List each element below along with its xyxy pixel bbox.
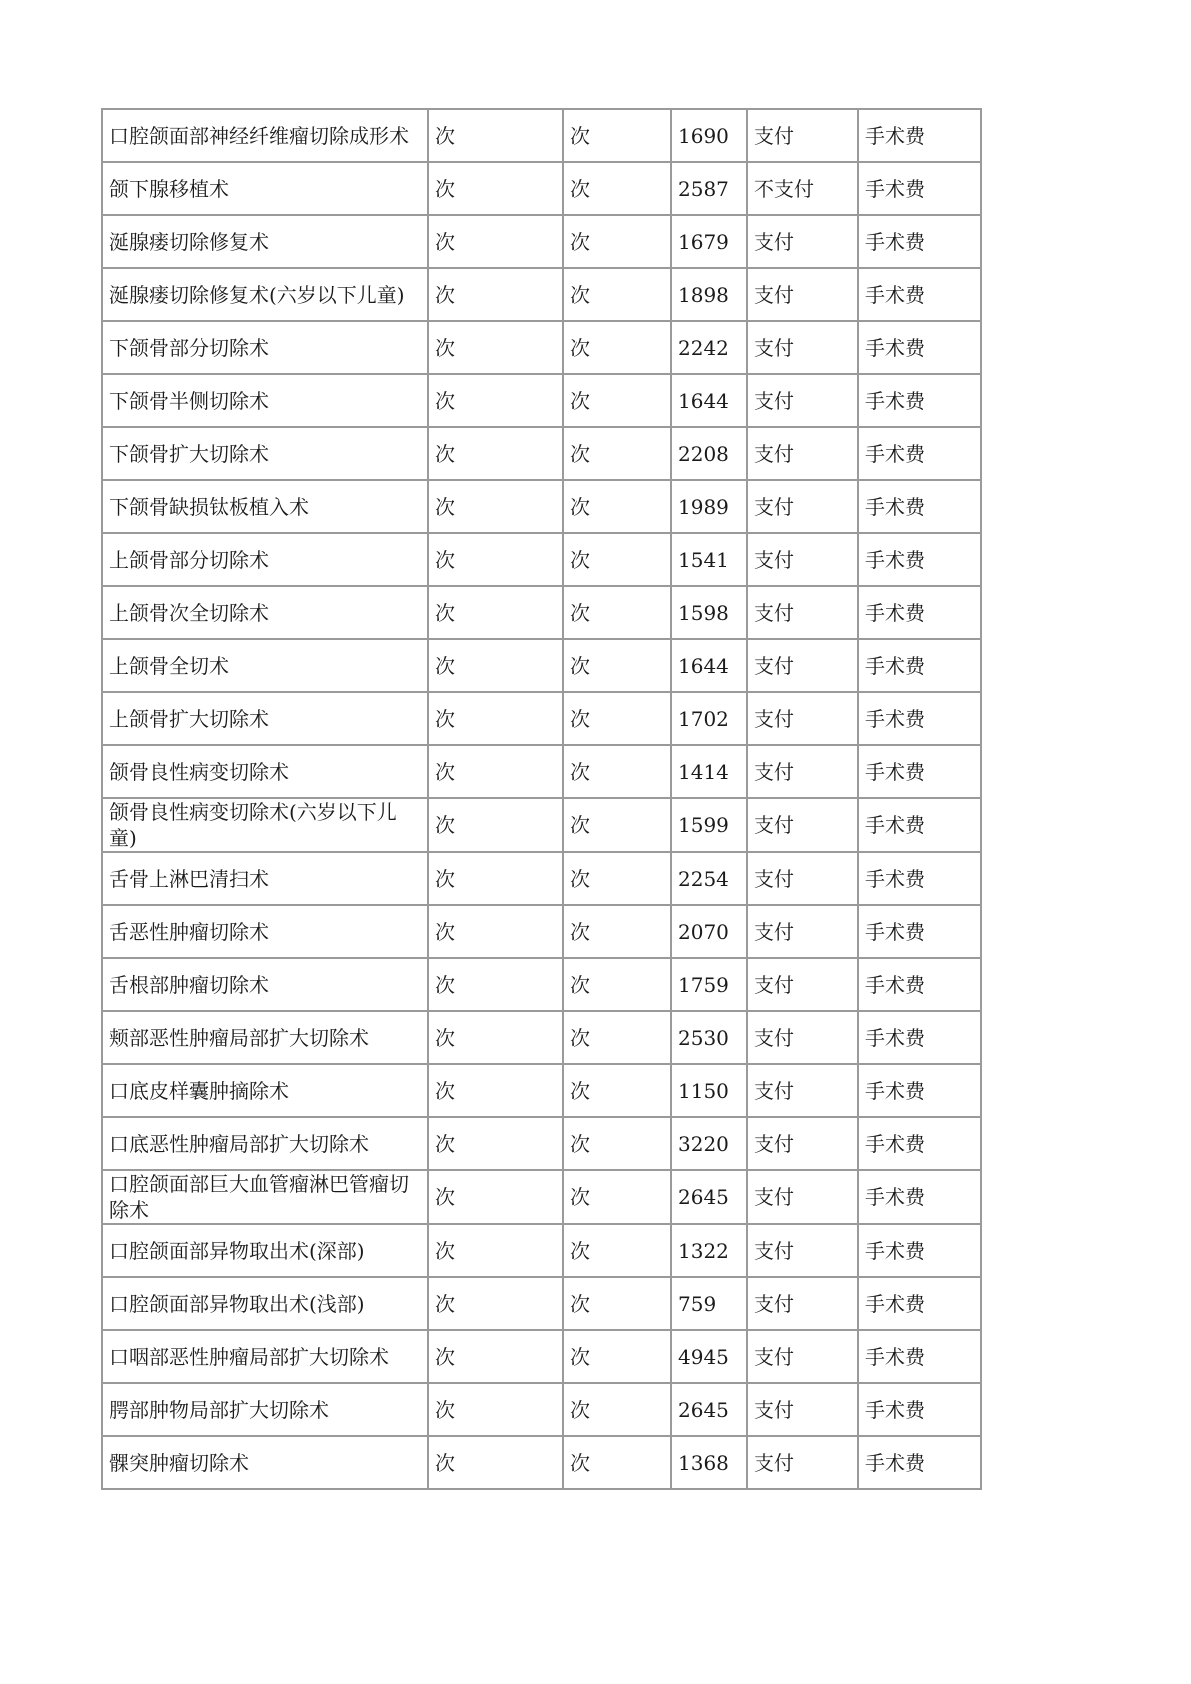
price-cell: 759	[671, 1277, 747, 1330]
price-cell: 1599	[671, 798, 747, 852]
price-cell: 1989	[671, 480, 747, 533]
procedure-name-cell: 腭部肿物局部扩大切除术	[102, 1383, 428, 1436]
unit-cell: 次	[428, 905, 563, 958]
procedure-name-cell: 颌骨良性病变切除术(六岁以下儿童)	[102, 798, 428, 852]
billing-unit-cell: 次	[563, 1117, 671, 1170]
unit-cell: 次	[428, 321, 563, 374]
fee-category-cell: 手术费	[858, 639, 981, 692]
unit-cell: 次	[428, 162, 563, 215]
billing-unit-cell: 次	[563, 268, 671, 321]
billing-unit-cell: 次	[563, 533, 671, 586]
fee-category-cell: 手术费	[858, 427, 981, 480]
procedure-name-cell: 颌骨良性病变切除术	[102, 745, 428, 798]
payment-status-cell: 支付	[747, 1330, 858, 1383]
fee-category-cell: 手术费	[858, 1277, 981, 1330]
unit-cell: 次	[428, 215, 563, 268]
fee-category-cell: 手术费	[858, 905, 981, 958]
table-row	[102, 852, 981, 905]
billing-unit-cell: 次	[563, 586, 671, 639]
billing-unit-cell: 次	[563, 480, 671, 533]
procedure-name-cell: 口腔颌面部异物取出术(深部)	[102, 1224, 428, 1277]
billing-unit-cell: 次	[563, 374, 671, 427]
procedure-name-cell: 涎腺瘘切除修复术(六岁以下儿童)	[102, 268, 428, 321]
price-cell: 2530	[671, 1011, 747, 1064]
price-cell: 1644	[671, 639, 747, 692]
fee-category-cell: 手术费	[858, 374, 981, 427]
unit-cell: 次	[428, 639, 563, 692]
table-row	[102, 1436, 981, 1489]
unit-cell: 次	[428, 798, 563, 852]
fee-category-cell: 手术费	[858, 1330, 981, 1383]
fee-category-cell: 手术费	[858, 162, 981, 215]
fee-category-cell: 手术费	[858, 109, 981, 162]
payment-status-cell: 支付	[747, 958, 858, 1011]
price-cell: 2242	[671, 321, 747, 374]
table-row	[102, 1224, 981, 1277]
payment-status-cell: 支付	[747, 268, 858, 321]
procedure-name-cell: 髁突肿瘤切除术	[102, 1436, 428, 1489]
fee-category-cell: 手术费	[858, 1224, 981, 1277]
table-row	[102, 268, 981, 321]
fee-category-cell: 手术费	[858, 798, 981, 852]
table-row	[102, 480, 981, 533]
price-cell: 1644	[671, 374, 747, 427]
billing-unit-cell: 次	[563, 162, 671, 215]
table-row	[102, 109, 981, 162]
table-row	[102, 586, 981, 639]
unit-cell: 次	[428, 1436, 563, 1489]
billing-unit-cell: 次	[563, 321, 671, 374]
fee-category-cell: 手术费	[858, 1170, 981, 1224]
price-cell: 1690	[671, 109, 747, 162]
billing-unit-cell: 次	[563, 639, 671, 692]
payment-status-cell: 支付	[747, 905, 858, 958]
payment-status-cell: 支付	[747, 586, 858, 639]
payment-status-cell: 支付	[747, 692, 858, 745]
payment-status-cell: 支付	[747, 639, 858, 692]
fee-category-cell: 手术费	[858, 321, 981, 374]
payment-status-cell: 支付	[747, 1277, 858, 1330]
fee-category-cell: 手术费	[858, 958, 981, 1011]
table-row	[102, 905, 981, 958]
billing-unit-cell: 次	[563, 215, 671, 268]
unit-cell: 次	[428, 374, 563, 427]
table-row	[102, 162, 981, 215]
fee-category-cell: 手术费	[858, 480, 981, 533]
payment-status-cell: 支付	[747, 1064, 858, 1117]
procedure-name-cell: 口腔颌面部巨大血管瘤淋巴管瘤切除术	[102, 1170, 428, 1224]
payment-status-cell: 支付	[747, 1436, 858, 1489]
payment-status-cell: 支付	[747, 215, 858, 268]
unit-cell: 次	[428, 1224, 563, 1277]
billing-unit-cell: 次	[563, 852, 671, 905]
table-row	[102, 1170, 981, 1224]
procedure-name-cell: 舌根部肿瘤切除术	[102, 958, 428, 1011]
payment-status-cell: 支付	[747, 533, 858, 586]
unit-cell: 次	[428, 745, 563, 798]
fee-category-cell: 手术费	[858, 1436, 981, 1489]
procedure-name-cell: 颊部恶性肿瘤局部扩大切除术	[102, 1011, 428, 1064]
unit-cell: 次	[428, 1383, 563, 1436]
table-row	[102, 1064, 981, 1117]
table-row	[102, 321, 981, 374]
fee-category-cell: 手术费	[858, 1011, 981, 1064]
price-cell: 1322	[671, 1224, 747, 1277]
payment-status-cell: 支付	[747, 374, 858, 427]
unit-cell: 次	[428, 1330, 563, 1383]
billing-unit-cell: 次	[563, 1436, 671, 1489]
payment-status-cell: 支付	[747, 798, 858, 852]
payment-status-cell: 支付	[747, 1011, 858, 1064]
procedure-name-cell: 口底恶性肿瘤局部扩大切除术	[102, 1117, 428, 1170]
procedure-name-cell: 上颌骨次全切除术	[102, 586, 428, 639]
fee-table-body	[102, 109, 981, 1489]
price-cell: 1702	[671, 692, 747, 745]
table-row	[102, 958, 981, 1011]
price-cell: 1150	[671, 1064, 747, 1117]
unit-cell: 次	[428, 1277, 563, 1330]
billing-unit-cell: 次	[563, 1383, 671, 1436]
table-row	[102, 1117, 981, 1170]
procedure-name-cell: 口腔颌面部异物取出术(浅部)	[102, 1277, 428, 1330]
table-row	[102, 1277, 981, 1330]
payment-status-cell: 支付	[747, 321, 858, 374]
payment-status-cell: 支付	[747, 109, 858, 162]
table-row	[102, 427, 981, 480]
fee-category-cell: 手术费	[858, 692, 981, 745]
billing-unit-cell: 次	[563, 905, 671, 958]
table-row	[102, 798, 981, 852]
fee-category-cell: 手术费	[858, 533, 981, 586]
procedure-name-cell: 上颌骨扩大切除术	[102, 692, 428, 745]
procedure-name-cell: 舌骨上淋巴清扫术	[102, 852, 428, 905]
price-cell: 1759	[671, 958, 747, 1011]
price-cell: 1414	[671, 745, 747, 798]
procedure-name-cell: 颌下腺移植术	[102, 162, 428, 215]
unit-cell: 次	[428, 958, 563, 1011]
table-row	[102, 1330, 981, 1383]
fee-category-cell: 手术费	[858, 1383, 981, 1436]
table-row	[102, 215, 981, 268]
billing-unit-cell: 次	[563, 798, 671, 852]
unit-cell: 次	[428, 1170, 563, 1224]
billing-unit-cell: 次	[563, 1330, 671, 1383]
price-cell: 2587	[671, 162, 747, 215]
payment-status-cell: 支付	[747, 745, 858, 798]
billing-unit-cell: 次	[563, 958, 671, 1011]
price-cell: 2254	[671, 852, 747, 905]
price-cell: 3220	[671, 1117, 747, 1170]
unit-cell: 次	[428, 1064, 563, 1117]
procedure-name-cell: 下颌骨扩大切除术	[102, 427, 428, 480]
table-row	[102, 692, 981, 745]
price-cell: 1679	[671, 215, 747, 268]
procedure-name-cell: 下颌骨半侧切除术	[102, 374, 428, 427]
unit-cell: 次	[428, 1011, 563, 1064]
procedure-name-cell: 上颌骨全切术	[102, 639, 428, 692]
table-row	[102, 374, 981, 427]
payment-status-cell: 支付	[747, 480, 858, 533]
unit-cell: 次	[428, 109, 563, 162]
price-cell: 1368	[671, 1436, 747, 1489]
payment-status-cell: 支付	[747, 427, 858, 480]
payment-status-cell: 支付	[747, 852, 858, 905]
fee-category-cell: 手术费	[858, 215, 981, 268]
payment-status-cell: 支付	[747, 1170, 858, 1224]
table-row	[102, 1383, 981, 1436]
procedure-name-cell: 涎腺瘘切除修复术	[102, 215, 428, 268]
table-row	[102, 745, 981, 798]
procedure-name-cell: 上颌骨部分切除术	[102, 533, 428, 586]
unit-cell: 次	[428, 692, 563, 745]
fee-table	[101, 108, 982, 1490]
procedure-name-cell: 下颌骨部分切除术	[102, 321, 428, 374]
unit-cell: 次	[428, 480, 563, 533]
table-row	[102, 1011, 981, 1064]
procedure-name-cell: 口咽部恶性肿瘤局部扩大切除术	[102, 1330, 428, 1383]
payment-status-cell: 支付	[747, 1383, 858, 1436]
payment-status-cell: 支付	[747, 1117, 858, 1170]
price-cell: 1598	[671, 586, 747, 639]
billing-unit-cell: 次	[563, 1224, 671, 1277]
procedure-name-cell: 下颌骨缺损钛板植入术	[102, 480, 428, 533]
table-row	[102, 639, 981, 692]
payment-status-cell: 不支付	[747, 162, 858, 215]
unit-cell: 次	[428, 1117, 563, 1170]
procedure-name-cell: 口底皮样囊肿摘除术	[102, 1064, 428, 1117]
price-cell: 2645	[671, 1170, 747, 1224]
billing-unit-cell: 次	[563, 692, 671, 745]
payment-status-cell: 支付	[747, 1224, 858, 1277]
price-cell: 4945	[671, 1330, 747, 1383]
fee-category-cell: 手术费	[858, 745, 981, 798]
procedure-name-cell: 口腔颌面部神经纤维瘤切除成形术	[102, 109, 428, 162]
billing-unit-cell: 次	[563, 745, 671, 798]
unit-cell: 次	[428, 268, 563, 321]
billing-unit-cell: 次	[563, 1277, 671, 1330]
fee-category-cell: 手术费	[858, 1064, 981, 1117]
fee-category-cell: 手术费	[858, 852, 981, 905]
price-cell: 2208	[671, 427, 747, 480]
unit-cell: 次	[428, 533, 563, 586]
unit-cell: 次	[428, 427, 563, 480]
price-cell: 1898	[671, 268, 747, 321]
price-cell: 2070	[671, 905, 747, 958]
fee-category-cell: 手术费	[858, 268, 981, 321]
billing-unit-cell: 次	[563, 109, 671, 162]
fee-category-cell: 手术费	[858, 1117, 981, 1170]
billing-unit-cell: 次	[563, 427, 671, 480]
procedure-name-cell: 舌恶性肿瘤切除术	[102, 905, 428, 958]
unit-cell: 次	[428, 586, 563, 639]
fee-category-cell: 手术费	[858, 586, 981, 639]
billing-unit-cell: 次	[563, 1064, 671, 1117]
table-row	[102, 533, 981, 586]
price-cell: 1541	[671, 533, 747, 586]
unit-cell: 次	[428, 852, 563, 905]
billing-unit-cell: 次	[563, 1170, 671, 1224]
billing-unit-cell: 次	[563, 1011, 671, 1064]
price-cell: 2645	[671, 1383, 747, 1436]
